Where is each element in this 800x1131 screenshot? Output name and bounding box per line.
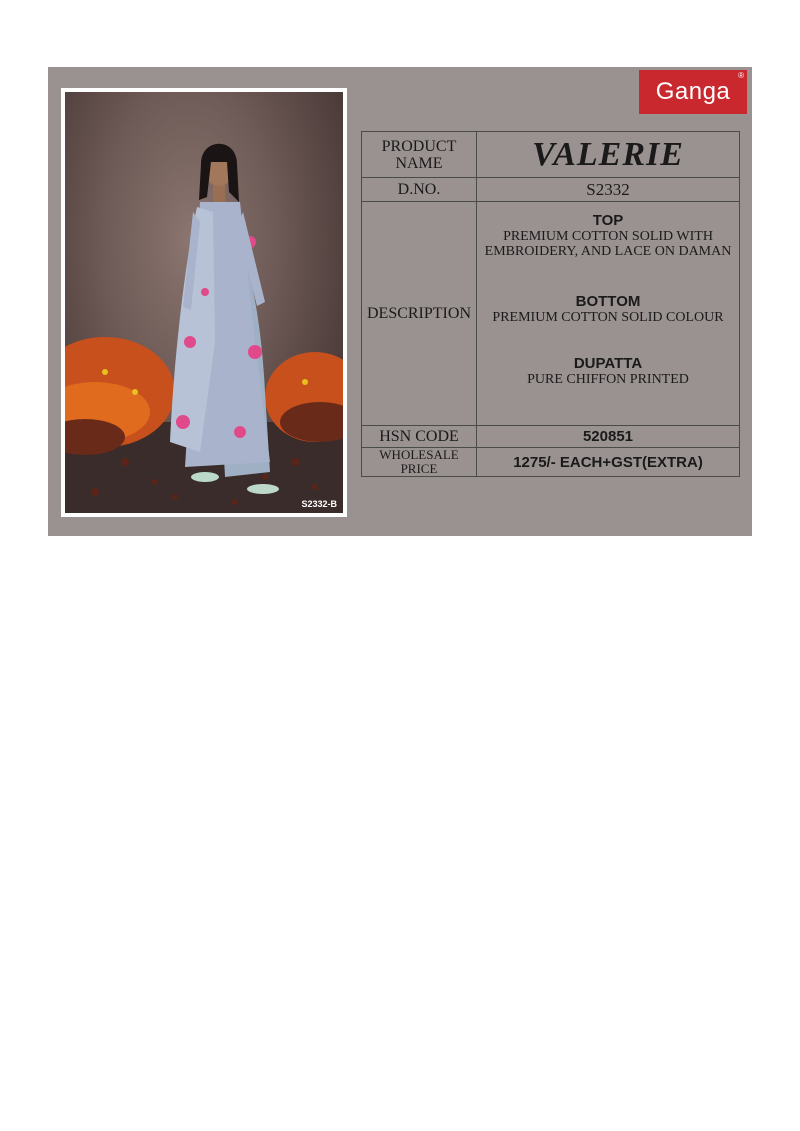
price-value: 1275/- EACH+GST(EXTRA) [513, 453, 703, 471]
bottom-heading: BOTTOM [575, 293, 641, 310]
product-name-value [476, 131, 740, 178]
product-name: VALERIE [532, 135, 684, 173]
dno-label-text: D.NO. [397, 181, 441, 198]
registered-mark: ® [738, 71, 744, 80]
top-text-line-2: EMBROIDERY, AND LACE ON DAMAN [484, 244, 732, 259]
product-name-label-text: PRODUCT NAME [381, 137, 457, 172]
hsn-label-text: HSN CODE [379, 428, 459, 445]
dupatta-text: PURE CHIFFON PRINTED [527, 372, 689, 387]
hsn-value-cell [476, 425, 740, 448]
product-details-table [361, 131, 740, 477]
description-label-text: DESCRIPTION [366, 305, 471, 322]
top-text-line-1: PREMIUM COTTON SOLID WITH [503, 229, 713, 244]
catalog-panel [48, 67, 752, 536]
product-name-label [361, 131, 477, 178]
dno-value-cell [476, 177, 740, 202]
description-value [476, 201, 740, 426]
hsn-label [361, 425, 477, 448]
description-label [361, 201, 477, 426]
model-illustration [65, 92, 343, 513]
product-code-label: S2332-B [301, 499, 337, 509]
price-value-cell [476, 447, 740, 477]
dupatta-heading: DUPATTA [573, 355, 643, 372]
price-label [361, 447, 477, 477]
product-photo [65, 92, 343, 513]
brand-logo-text: Ganga [655, 78, 731, 105]
hsn-value: 520851 [582, 428, 634, 445]
dno-label [361, 177, 477, 202]
dno-value: S2332 [586, 179, 630, 199]
price-label-text: WHOLESALE PRICE [379, 447, 459, 476]
brand-logo [639, 70, 747, 114]
top-heading: TOP [592, 212, 624, 229]
product-photo-frame [61, 88, 347, 517]
bottom-text: PREMIUM COTTON SOLID COLOUR [492, 310, 724, 325]
